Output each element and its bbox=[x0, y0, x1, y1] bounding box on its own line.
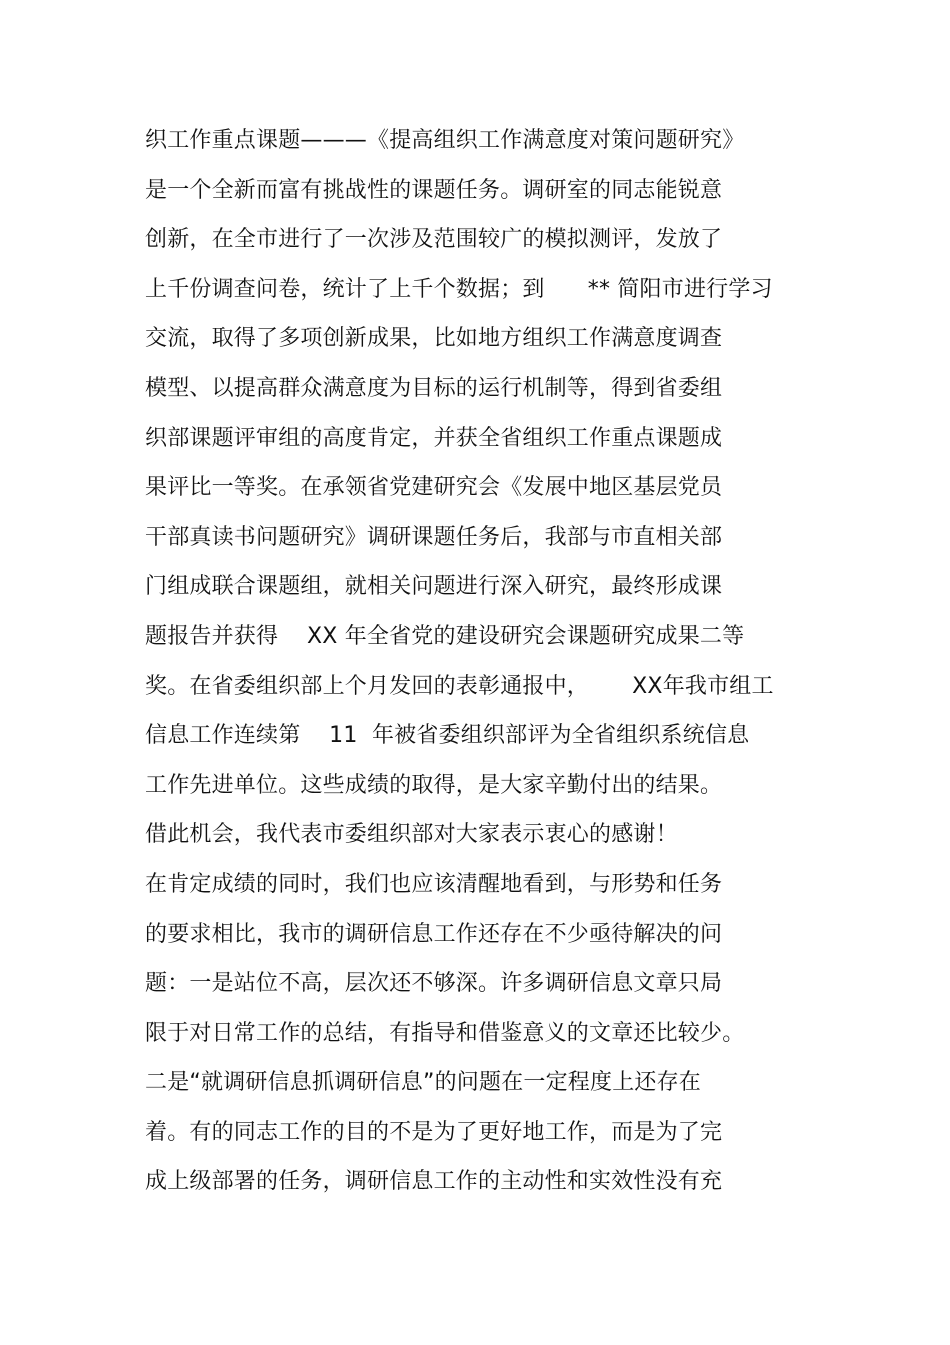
text-line: 织部课题评审组的高度肯定，并获全省组织工作重点课题成 bbox=[145, 425, 723, 451]
text-line: 二是“就调研信息抓调研信息”的问题在一定程度上还存在 bbox=[145, 1070, 701, 1096]
text-line: 题：一是站位不高，层次还不够深。许多调研信息文章只局 bbox=[145, 971, 723, 997]
text-line: 交流，取得了多项创新成果，比如地方组织工作满意度调查 bbox=[145, 326, 723, 352]
text-line: 果评比一等奖。在承领省党建研究会《发展中地区基层党员 bbox=[145, 475, 723, 501]
text-line: 题报告并获得 XX 年全省党的建设研究会课题研究成果二等 bbox=[145, 623, 745, 649]
text-line: 干部真读书问题研究》调研课题任务后，我部与市直相关部 bbox=[145, 524, 723, 550]
text-line: 织工作重点课题———《提高组织工作满意度对策问题研究》 bbox=[145, 128, 745, 153]
text-line: 着。有的同志工作的目的不是为了更好地工作，而是为了完 bbox=[145, 1119, 723, 1145]
text-line: 奖。在省委组织部上个月发回的表彰通报中， XX年我市组工 bbox=[145, 673, 774, 699]
text-line: 的要求相比，我市的调研信息工作还存在不少亟待解决的问 bbox=[145, 921, 723, 947]
text-line: 成上级部署的任务，调研信息工作的主动性和实效性没有充 bbox=[145, 1169, 723, 1195]
text-line: 上千份调查问卷，统计了上千个数据；到 ** 简阳市进行学习 bbox=[145, 276, 773, 302]
text-line: 限于对日常工作的总结，有指导和借鉴意义的文章还比较少。 bbox=[145, 1020, 745, 1046]
text-line: 借此机会，我代表市委组织部对大家表示衷心的感谢！ bbox=[145, 822, 678, 848]
text-line: 在肯定成绩的同时，我们也应该清醒地看到，与形势和任务 bbox=[145, 871, 723, 897]
text-line: 创新，在全市进行了一次涉及范围较广的模拟测评，发放了 bbox=[145, 227, 723, 253]
text-line: 是一个全新而富有挑战性的课题任务。调研室的同志能锐意 bbox=[145, 177, 723, 203]
text-line: 工作先进单位。这些成绩的取得，是大家辛勤付出的结果。 bbox=[145, 772, 723, 798]
text-line: 信息工作连续第 11 年被省委组织部评为全省组织系统信息 bbox=[145, 723, 750, 749]
text-line: 模型、以提高群众满意度为目标的运行机制等，得到省委组 bbox=[145, 375, 723, 401]
body-text bbox=[145, 121, 845, 1212]
text-line: 门组成联合课题组，就相关问题进行深入研究，最终形成课 bbox=[145, 574, 723, 600]
